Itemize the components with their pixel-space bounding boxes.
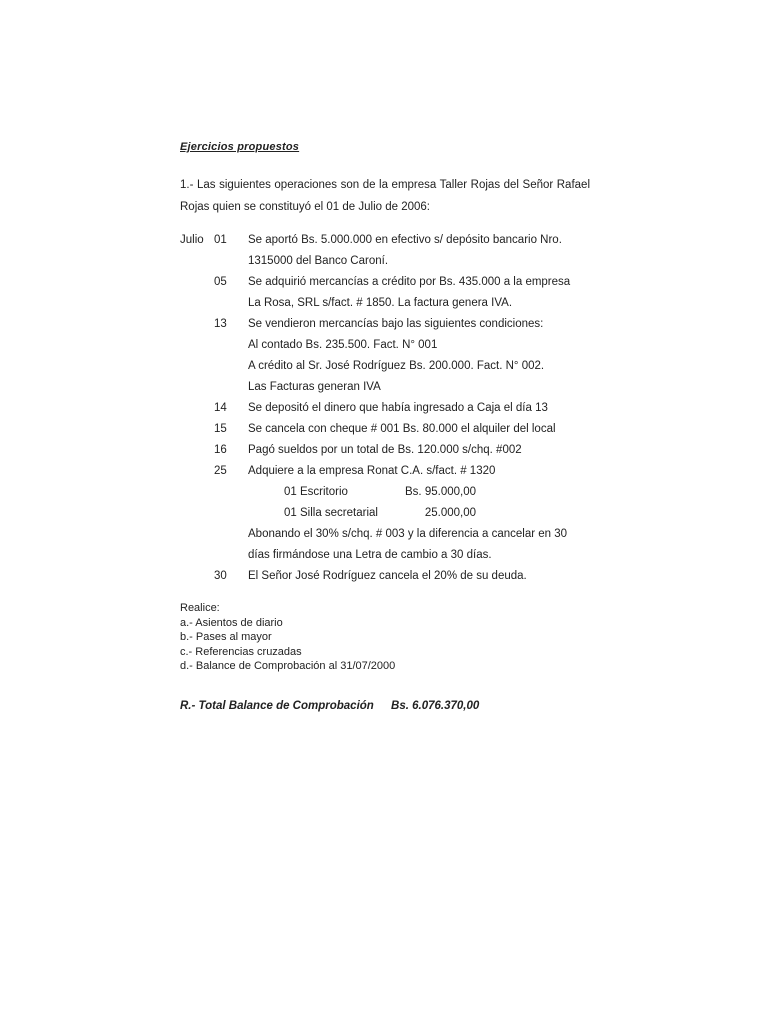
- operation-row: [180, 314, 600, 398]
- tasks-section: [180, 601, 395, 674]
- operation-line: Se adquirió mercancías a crédito por Bs. 435.000 a la empresa: [248, 276, 571, 288]
- result-line: [180, 700, 479, 712]
- operation-line: 1315000 del Banco Caroní.: [248, 255, 389, 267]
- operation-day: 05: [214, 276, 227, 288]
- operation-line: Pagó sueldos por un total de Bs. 120.000 s/chq. #002: [248, 444, 522, 456]
- operation-row: [180, 230, 600, 272]
- task-item: c.- Referencias cruzadas: [180, 645, 302, 658]
- result-label: R.- Total Balance de Comprobación: [180, 700, 374, 712]
- operation-row: [180, 398, 600, 419]
- operation-description: [248, 461, 600, 566]
- operation-row: [180, 272, 600, 314]
- operation-day: 25: [214, 465, 227, 477]
- task-item: b.- Pases al mayor: [180, 631, 272, 643]
- task-item: d.- Balance de Comprobación al 31/07/2000: [180, 660, 396, 672]
- operation-month: Julio: [180, 234, 204, 246]
- document-heading: Ejercicios propuestos: [180, 141, 300, 153]
- operation-day: 14: [214, 402, 227, 414]
- operation-row: [180, 419, 600, 440]
- item-price: 25.000,00: [424, 507, 476, 519]
- operation-line: Se cancela con cheque # 001 Bs. 80.000 el alquiler del local: [248, 423, 556, 435]
- operation-line: La Rosa, SRL s/fact. # 1850. La factura genera IVA.: [248, 297, 513, 309]
- operation-row: [180, 461, 600, 566]
- operation-day: 13: [214, 318, 227, 330]
- operation-description: [248, 440, 600, 461]
- operations-list: [180, 230, 600, 587]
- operation-line: días firmándose una Letra de cambio a 30 días.: [248, 549, 492, 561]
- purchase-item: [248, 482, 600, 503]
- result-amount: Bs. 6.076.370,00: [391, 700, 480, 712]
- operation-line: Se aportó Bs. 5.000.000 en efectivo s/ depósito bancario Nro.: [248, 234, 562, 246]
- operation-description: [248, 566, 600, 587]
- operation-row: [180, 566, 600, 587]
- exercise-intro: 1.- Las siguientes operaciones son de la empresa Taller Rojas del Señor Rafael Rojas quien se constituyó el 01 de Julio de 2006:: [180, 179, 590, 213]
- operation-description: [248, 398, 600, 419]
- operation-day: 30: [214, 570, 227, 582]
- operation-line: Al contado Bs. 235.500. Fact. N° 001: [248, 339, 438, 351]
- operation-description: [248, 272, 600, 314]
- operation-day: 16: [214, 444, 227, 456]
- operation-line: Las Facturas generan IVA: [248, 381, 381, 393]
- operation-day: 15: [214, 423, 227, 435]
- operation-line: Abonando el 30% s/chq. # 003 y la diferencia a cancelar en 30: [248, 528, 568, 540]
- operation-line: A crédito al Sr. José Rodríguez Bs. 200.000. Fact. N° 002.: [248, 360, 545, 372]
- tasks-title: Realice:: [180, 602, 220, 614]
- operation-description: [248, 419, 600, 440]
- operation-description: [248, 314, 600, 398]
- operation-day: 01: [214, 234, 227, 246]
- purchase-item: [248, 503, 600, 524]
- operation-row: [180, 440, 600, 461]
- operation-line: Se depositó el dinero que había ingresado a Caja el día 13: [248, 402, 548, 414]
- operation-line: Adquiere a la empresa Ronat C.A. s/fact. # 1320: [248, 465, 496, 477]
- task-item: a.- Asientos de diario: [180, 616, 283, 629]
- item-price: Bs. 95.000,00: [405, 486, 476, 498]
- operation-line: Se vendieron mercancías bajo las siguientes condiciones:: [248, 318, 544, 330]
- operation-description: [248, 230, 600, 272]
- item-name: 01 Silla secretarial: [284, 507, 378, 519]
- item-name: 01 Escritorio: [284, 486, 348, 498]
- operation-line: El Señor José Rodríguez cancela el 20% de su deuda.: [248, 570, 527, 582]
